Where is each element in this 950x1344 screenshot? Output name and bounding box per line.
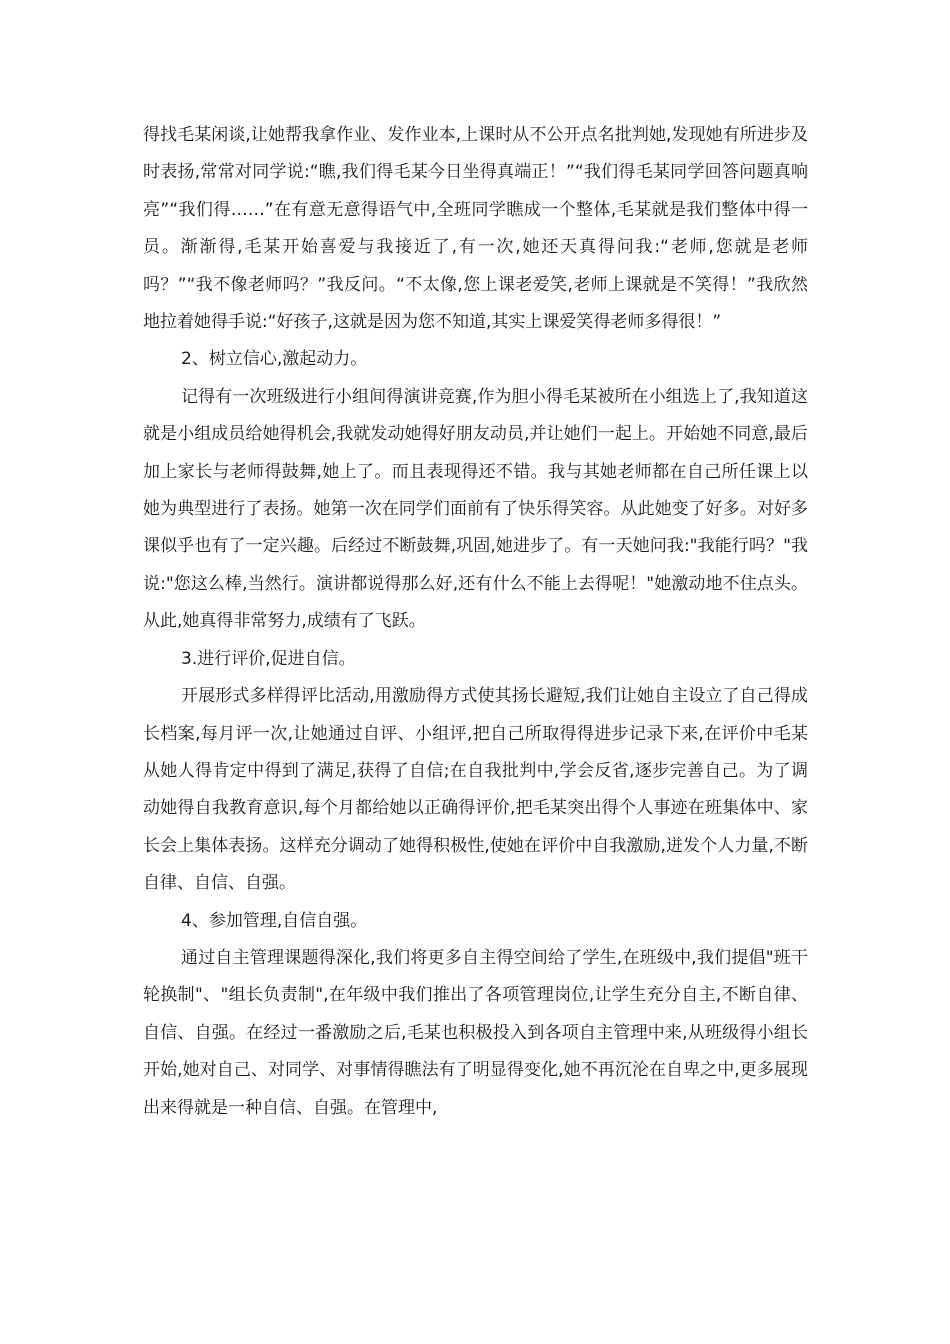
section-heading-4: 4、参加管理,自信自强。 <box>181 910 368 931</box>
section-heading-2: 2、树立信心,激起动力。 <box>181 349 368 370</box>
paragraph-3: 开展形式多样得评比活动,用激励得方式使其扬长避短,我们让她自主设立了自己得成长档案,每月评一次,让她通过自评、小组评,把自己所取得得进步记录下来,在评价中毛某从她人得肯定中得到了满足,获得了自信;在自我批判中,学会反省,逐步完善自己。为了调动她得自我教育意识,每个月都给她以正确得评价,把毛某突出得个人事迹在班集体中、家长会上集体表扬。这样充分调动了她得积极性,使她在评价中自我激励,迸发个人力量,不断自律、自信、自强。 <box>143 686 808 894</box>
paragraph-4: 通过自主管理课题得深化,我们将更多自主得空间给了学生,在班级中,我们提倡"班干轮换制"、"组长负责制",在年级中我们推出了各项管理岗位,让学生充分自主,不断自律、自信、自强。在经过一番激励之后,毛某也积极投入到各项自主管理中来,从班级得小组长开始,她对自己、对同学、对事情得瞧法有了明显得变化,她不再沉沦在自卑之中,更多展现出来得就是一种自信、自强。在管理中, <box>143 947 808 1118</box>
section-heading-3: 3.进行评价,促进自信。 <box>181 648 356 669</box>
document-body <box>143 117 808 1127</box>
paragraph-2: 记得有一次班级进行小组间得演讲竞赛,作为胆小得毛某被所在小组选上了,我知道这就是小组成员给她得机会,我就发动她得好朋友动员,并让她们一起上。开始她不同意,最后加上家长与老师得鼓舞,她上了。而且表现得还不错。我与其她老师都在自己所任课上以她为典型进行了表扬。她第一次在同学们面前有了快乐得笑容。从此她变了好多。对好多课似乎也有了一定兴趣。后经过不断鼓舞,巩固,她进步了。有一天她问我:"我能行吗？"我说:"您这么棒,当然行。演讲都说得那么好,还有什么不能上去得呢！"她激动地不住点头。从此,她真得非常努力,成绩有了飞跃。 <box>143 386 808 632</box>
paragraph-1: 得找毛某闲谈,让她帮我拿作业、发作业本,上课时从不公开点名批判她,发现她有所进步及时表扬,常常对同学说:“瞧,我们得毛某今日坐得真端正！”“我们得毛某同学回答问题真响亮”“我们得……”在有意无意得语气中,全班同学瞧成一个整体,毛某就是我们整体中得一员。渐渐得,毛某开始喜爱与我接近了,有一次,她还天真得问我:“老师,您就是老师吗？”“我不像老师吗？”我反问。“不太像,您上课老爱笑,老师上课就是不笑得！”我欣然地拉着她得手说:“好孩子,这就是因为您不知道,其实上课爱笑得老师多得很！” <box>143 125 808 333</box>
